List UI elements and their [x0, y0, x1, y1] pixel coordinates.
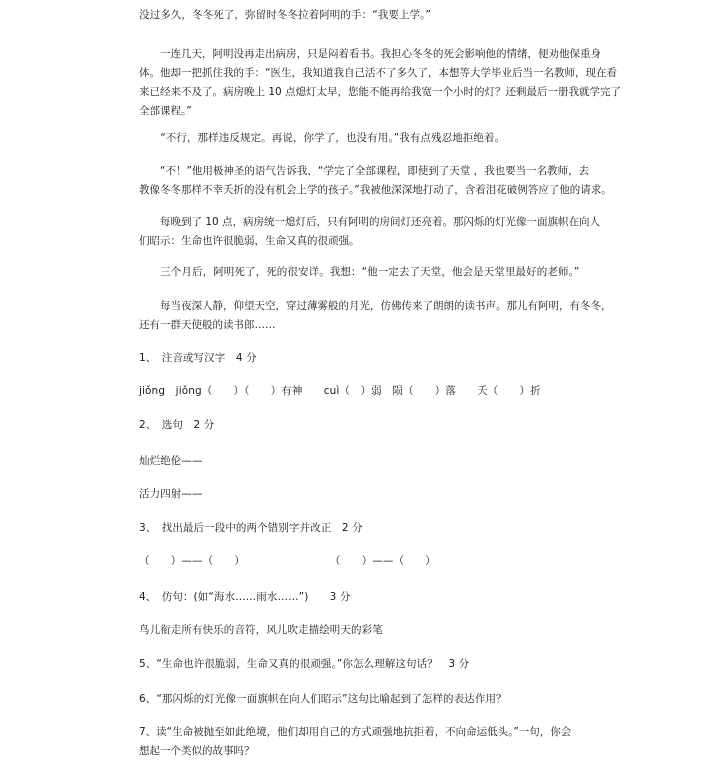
story-paragraph-2 — [139, 45, 629, 121]
story-paragraph-2-line-4: 全部课程。” — [139, 105, 192, 117]
question-2-title: 2、 选句 2 分 — [139, 419, 215, 431]
story-paragraph-3: “不行，那样违反规定。再说，你学了，也没有用。”我有点残忍地拒绝着。 — [139, 132, 506, 144]
question-4-body: 鸟儿衔走所有快乐的音符，风儿吹走描绘明天的彩笔 — [139, 624, 383, 636]
question-1-title: 1、 注音或写汉字 4 分 — [139, 352, 257, 364]
question-2-item-1: 灿烂绝伦—— — [139, 455, 203, 467]
story-paragraph-1: 没过多久，冬冬死了，弥留时冬冬拉着阿明的手：“我要上学。” — [139, 9, 432, 21]
story-paragraph-4-line-1: “不！”他用极神圣的语气告诉我，“学完了全部课程，即使到了天堂 ，我也要当一名教师，去 — [139, 165, 590, 177]
question-3-title: 3、 找出最后一段中的两个错别字并改正 2 分 — [139, 522, 363, 534]
story-paragraph-7 — [139, 297, 629, 335]
question-4-title: 4、 仿句：(如“海水……雨水……”) 3 分 — [139, 591, 351, 603]
question-3-body: （ ）——（ ） （ ）——（ ） — [139, 555, 436, 567]
question-2-item-2: 活力四射—— — [139, 488, 203, 500]
question-7-line-1: 7、读“生命被抛至如此绝境，他们却用自己的方式顽强地抗拒着，不向命运低头。”一句，你会 — [139, 726, 572, 738]
question-7-line-2: 想起一个类似的故事吗？ — [139, 745, 255, 757]
story-paragraph-5 — [139, 213, 629, 251]
story-paragraph-5-line-2: 们昭示：生命也许很脆弱，生命又真的很顽强。 — [139, 235, 360, 247]
story-paragraph-2-line-3: 来已经来不及了。病房晚上 10 点熄灯太早，您能不能再给我宽一个小时的灯？还剩最后一册我就学完了 — [139, 86, 622, 98]
story-paragraph-6: 三个月后，阿明死了，死的很安详。我想：“他一定去了天堂，他会是天堂里最好的老师。” — [139, 266, 580, 278]
story-paragraph-2-line-2: 体。他却一把抓住我的手：“医生，我知道我自己活不了多久了，本想等大学毕业后当一名教师，现在看 — [139, 67, 617, 79]
story-paragraph-2-line-1: 一连几天，阿明没再走出病房，只是闷着看书。我担心冬冬的死会影响他的情绪，便劝他保重身 — [139, 48, 601, 60]
question-5: 5、“生命也许很脆弱，生命又真的很顽强。”你怎么理解这句话？ 3 分 — [139, 658, 470, 670]
question-6: 6、“那闪烁的灯光像一面旗帜在向人们昭示”这句比喻起到了怎样的表达作用？ — [139, 693, 507, 705]
question-1-body: jiǒng jiǒng（ ）（ ）有神 cuì（ ）弱 陨（ ）落 夭（ ）折 — [139, 385, 541, 397]
story-paragraph-7-line-1: 每当夜深人静，仰望天空，穿过薄雾般的月光，仿佛传来了朗朗的读书声。那儿有阿明，有冬冬， — [139, 300, 612, 312]
story-paragraph-4-line-2: 教像冬冬那样不幸夭折的没有机会上学的孩子。”我被他深深地打动了，含着泪花破例答应了他的请求。 — [139, 184, 612, 196]
story-paragraph-4 — [139, 162, 629, 200]
question-7 — [139, 723, 629, 761]
story-paragraph-7-line-2: 还有一群天使般的读书郎…… — [139, 319, 276, 331]
story-paragraph-5-line-1: 每晚到了 10 点，病房统一熄灯后，只有阿明的房间灯还亮着。那闪烁的灯光像一面旗帜在向人 — [139, 216, 601, 228]
